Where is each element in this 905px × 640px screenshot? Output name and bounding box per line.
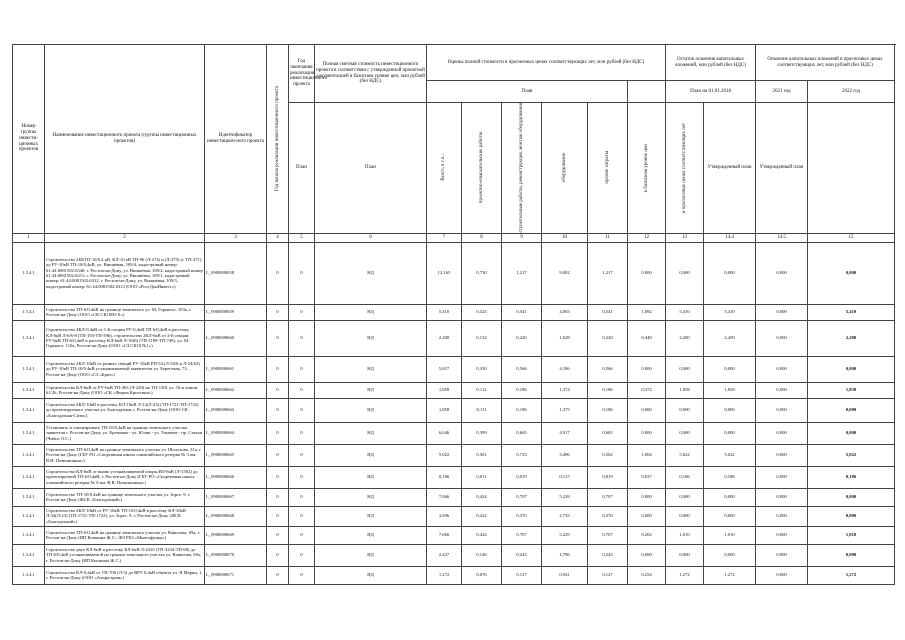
table-row [13, 398, 895, 422]
row-equipment: 4,917 [542, 422, 588, 444]
row-smr: 0,566 [502, 356, 542, 382]
row-pir: 0,076 [462, 566, 502, 584]
row-remaining-forecast: 0,000 [666, 356, 704, 382]
row-number: 1.3.4.1 [13, 544, 45, 566]
row-plan-2022: 0,000 [756, 488, 808, 506]
row-end-year: 0 [289, 356, 315, 382]
table-row [13, 544, 895, 566]
row-plan-total: 5,410 [808, 304, 895, 320]
row-smr: 0,220 [502, 320, 542, 356]
row-other: 0,707 [588, 488, 628, 506]
row-start-year: 0 [267, 382, 289, 398]
row-other: 0,665 [588, 422, 628, 444]
row-remaining-base: 0,037 [628, 466, 666, 488]
row-estimate: НД [315, 356, 427, 382]
row-project-name: Строительство КЛ-6кВ от вновь устанавливаемой опоры ВЛ-6кВ (Л-1502) до проектируемой ТП-6/0,4кВ, г. Ростов-на-Дону (ГБУ РО «Спортивная школа олимпийского резерва № 8 им. В.В. Повалишина») [45, 466, 205, 488]
row-other: 0,019 [588, 466, 628, 488]
col-num: 9 [502, 233, 542, 242]
sub-approved-2021: Утвержденный план [704, 103, 756, 234]
row-estimate: НД [315, 320, 427, 356]
row-estimate: НД [315, 544, 427, 566]
row-equipment: 9,002 [542, 242, 588, 304]
row-remaining-forecast: 2,200 [666, 320, 704, 356]
col-num: 10 [542, 233, 588, 242]
row-pir: 0,730 [462, 242, 502, 304]
row-end-year: 0 [289, 444, 315, 466]
row-other: 0,220 [588, 320, 628, 356]
row-other: 0,186 [588, 398, 628, 422]
sub-smr: строительные работы, реконструкция, монтаж оборудования [502, 103, 542, 234]
row-plan-2022: 0,000 [756, 422, 808, 444]
row-other: 0,370 [588, 506, 628, 526]
row-other: 0,502 [588, 444, 628, 466]
row-estimate: НД [315, 382, 427, 398]
row-total: 5,022 [427, 444, 462, 466]
row-number: 1.3.4.1 [13, 488, 45, 506]
col-plan: План [427, 81, 628, 103]
row-project-id: L_0900000666 [205, 466, 267, 488]
row-equipment: 1,374 [542, 382, 588, 398]
row-start-year: 0 [267, 488, 289, 506]
row-pir: 0,399 [462, 422, 502, 444]
row-number: 1.3.4.1 [13, 444, 45, 466]
row-estimate: НД [315, 566, 427, 584]
sub-other: прочие затраты [588, 103, 628, 234]
row-remaining-forecast: 5,410 [666, 304, 704, 320]
table-row [13, 304, 895, 320]
row-project-id: L_0900000662 [205, 382, 267, 398]
col-project-id: Идентификатор инвестицион-ного проекта [205, 45, 267, 234]
col-2022: 2022 год [808, 81, 895, 103]
row-plan-total: 1,272 [808, 566, 895, 584]
row-plan-2021: 1,010 [704, 526, 756, 544]
row-remaining-forecast: 1,010 [666, 526, 704, 544]
row-project-name: Строительство 4КЛ-10кВ в рассечку КЛ-10кВ Л-14(Л-23) (ТП-1721-ТП-1722) до проектируемого участка ул. Благодатная, г. Ростов-на-Дону (ООО СК «Благодатная-Сити») [45, 398, 205, 422]
row-total: 2,200 [427, 320, 462, 356]
row-smr: 1,217 [502, 242, 542, 304]
row-estimate: НД [315, 398, 427, 422]
table-row [13, 506, 895, 526]
row-remaining-forecast: 1,858 [666, 382, 704, 398]
row-start-year: 0 [267, 356, 289, 382]
table-row [13, 488, 895, 506]
row-plan-2022: 0,000 [756, 444, 808, 466]
col-end-plan: План [289, 103, 315, 234]
row-start-year: 0 [267, 398, 289, 422]
table-row [13, 466, 895, 488]
sub-approved-2022: Утвержденный план [756, 103, 808, 234]
row-number: 1.3.4.1 [13, 526, 45, 544]
row-project-id: L_0900000659 [205, 304, 267, 320]
row-plan-2022: 0,000 [756, 466, 808, 488]
row-plan-2021: 1,272 [704, 566, 756, 584]
row-plan-2021: 0,000 [704, 356, 756, 382]
row-project-id: L_0900000665 [205, 444, 267, 466]
row-end-year: 0 [289, 304, 315, 320]
row-start-year: 0 [267, 544, 289, 566]
row-project-name: Установить и смонтировать ТП-10/0,4кВ на границе земельного участка заявителя г. Ростов-на-Дону, ул. Еременко - ул. Юлия - ул. Тимчева - пр. Стачки (Чибис О.С.) [45, 422, 205, 444]
row-remaining-base: 0,254 [628, 566, 666, 584]
row-plan-2021: 0,000 [704, 544, 756, 566]
row-remaining-base: 0,000 [628, 398, 666, 422]
row-equipment: 2,735 [542, 506, 588, 526]
row-project-id: L_0900000670 [205, 544, 267, 566]
col-start-year: Год начала реализации инвестиционного проекта [267, 45, 289, 234]
row-plan-total: 0,000 [808, 422, 895, 444]
row-end-year: 0 [289, 526, 315, 544]
row-plan-2021: 0,000 [704, 488, 756, 506]
row-smr: 0,127 [502, 566, 542, 584]
row-other: 0,186 [588, 382, 628, 398]
row-plan-2022: 0,000 [756, 544, 808, 566]
table-row [13, 422, 895, 444]
row-equipment: 3,496 [542, 444, 588, 466]
row-total: 7,066 [427, 526, 462, 544]
row-plan-total: 2,200 [808, 320, 895, 356]
col-num: 6 [315, 233, 427, 242]
row-remaining-forecast: 1,272 [666, 566, 704, 584]
row-number: 1.3.4.1 [13, 382, 45, 398]
investment-table [12, 44, 895, 585]
row-smr: 0,186 [502, 398, 542, 422]
row-total: 7,066 [427, 488, 462, 506]
col-num: 7 [427, 233, 462, 242]
row-number: 1.3.4.1 [13, 242, 45, 304]
row-remaining-base: 0,000 [628, 544, 666, 566]
row-remaining-base: 0,000 [628, 488, 666, 506]
row-other: 0,566 [588, 356, 628, 382]
row-project-name: Строительство 2БКТП-10/0,4 кВ, КЛ-10 кВ ТП-96 (Л-274) и (Л-279) (с ТП-271), до РУ-10кВ ТП-10/0,4кВ, ул. Вишнёвая, 109/4, кадастровый номер: 61:44:0081502:6340; г. Ростов-на-Дону, ул. Вишнёвая, 109/2, кадастровый номер 61:44:0081502:6311; г. Ростов-на-Дону, ул. Вишнёвая, 109/1, кадастровый номер: 61:44:0081502:6312, г. Ростов-на-Дону, ул. Вишнёвая, 109/3, кадастровый номер: 61:44:0081502:6313 (ООО «РостДонИнвест») [45, 242, 205, 304]
row-smr: 0,243 [502, 544, 542, 566]
table-row [13, 382, 895, 398]
col-investment: Освоение капитальных вложений в прогнозных ценах соответствующих лет, млн рублей (без НДС) [756, 45, 895, 81]
row-end-year: 0 [289, 398, 315, 422]
row-plan-total: 5,022 [808, 444, 895, 466]
row-smr: 0,707 [502, 526, 542, 544]
row-number: 1.3.4.1 [13, 466, 45, 488]
row-start-year: 0 [267, 466, 289, 488]
row-other: 0,541 [588, 304, 628, 320]
row-plan-2022: 0,000 [756, 566, 808, 584]
row-remaining-base: 0,372 [628, 382, 666, 398]
col-estimate-plan: План [315, 103, 427, 234]
row-total: 3,696 [427, 506, 462, 526]
row-project-name: Строительство 2КЛ-10кВ от разных секций РУ-10кВ РП-54 (Л-54/6 и Л-54/62) до РУ-10кВ ТП-10/0,4кВ устанавливаемой заявителем ул. Береговая, 73, Ростов-на-Дону (ООО «СЗ «Бриз») [45, 356, 205, 382]
table-body [13, 242, 895, 584]
row-total: 0,186 [427, 466, 462, 488]
row-start-year: 0 [267, 422, 289, 444]
row-equipment: 1,796 [542, 544, 588, 566]
sub-base: в базисном уровне цен [628, 103, 666, 234]
col-full-cost: Оценка полной стоимости в прогнозных ценах соответствующих лет, млн рублей (без НДС) [427, 45, 666, 81]
col-num: 4 [267, 233, 289, 242]
row-estimate: НД [315, 506, 427, 526]
row-total: 6,646 [427, 422, 462, 444]
row-pir: 0,112 [462, 382, 502, 398]
row-end-year: 0 [289, 242, 315, 304]
table-row [13, 566, 895, 584]
row-end-year: 0 [289, 320, 315, 356]
row-plan-2022: 0,000 [756, 398, 808, 422]
row-project-id: L_0900000664 [205, 422, 267, 444]
row-remaining-forecast: 0,000 [666, 242, 704, 304]
row-remaining-forecast: 0,000 [666, 544, 704, 566]
row-estimate: НД [315, 304, 427, 320]
col-num: 8 [462, 233, 502, 242]
row-plan-2021: 0,000 [704, 242, 756, 304]
row-plan-2022: 0,000 [756, 506, 808, 526]
row-end-year: 0 [289, 466, 315, 488]
col-num: 15 [808, 233, 895, 242]
row-number: 1.3.4.1 [13, 356, 45, 382]
row-total: 2,427 [427, 544, 462, 566]
col-num: 14.5 [756, 233, 808, 242]
row-equipment: 1,375 [542, 398, 588, 422]
row-plan-2021: 0,000 [704, 506, 756, 526]
row-smr: 0,019 [502, 466, 542, 488]
row-project-id: L_0900000661 [205, 356, 267, 382]
table-row [13, 444, 895, 466]
row-number: 1.3.4.1 [13, 506, 45, 526]
row-project-name: Строительство КЛ-0,4кВ от ТП-706 (Л-3) до ВРУ 0,4кВ объекта ул. Я Марин, 1, г. Ростов-на-Дону (ООО «Альфа-кран») [45, 566, 205, 584]
col-num: 11 [588, 233, 628, 242]
row-end-year: 0 [289, 544, 315, 566]
row-remaining-forecast: 0,000 [666, 488, 704, 506]
row-plan-2022: 0,000 [756, 242, 808, 304]
row-plan-total: 0,000 [808, 356, 895, 382]
row-equipment: 0,137 [542, 466, 588, 488]
row-number: 1.3.4.1 [13, 566, 45, 584]
row-plan-total: 1,010 [808, 526, 895, 544]
row-other: 0,707 [588, 526, 628, 544]
row-remaining-base: 0,000 [628, 506, 666, 526]
col-blank [628, 81, 666, 103]
row-pir: 0,301 [462, 444, 502, 466]
row-smr: 0,186 [502, 382, 542, 398]
row-project-name: Строительство КЛ-6кВ от РУ-6кВ ТП-463 (Л-220) на ТП-1301 ул. 16-я линия, 61/26, Ростов-на-Дону (ООО «СК «Фирма Кристина») [45, 382, 205, 398]
row-remaining-forecast: 0,186 [666, 466, 704, 488]
col-num: 5 [289, 233, 315, 242]
row-other: 0,127 [588, 566, 628, 584]
row-project-id: L_0900000668 [205, 506, 267, 526]
row-total: 5,657 [427, 356, 462, 382]
row-plan-total: 0,000 [808, 242, 895, 304]
row-plan-total: 0,000 [808, 398, 895, 422]
row-total: 1,272 [427, 566, 462, 584]
row-remaining-base: 0,202 [628, 526, 666, 544]
row-start-year: 0 [267, 526, 289, 544]
document-page [12, 44, 894, 585]
row-project-name: Строительство ТП-6/0,4кВ на границе земельного участка ул. Шолохова, 31а, г. Ростов-на-Дону (ГБУ РО «Спортивная школа олимпийского резерва № 3 им. В.Н. Повалишина») [45, 444, 205, 466]
row-plan-2021: 2,200 [704, 320, 756, 356]
row-estimate: НД [315, 444, 427, 466]
row-project-name: Строительство ТП-6/0,4кВ на границе земельного участка ул. Вавилова, 69а, г. Ростов-на-Дону (ИП Кошкина Ж.С.; ФЛ РХЗ «Многофункц») [45, 526, 205, 544]
row-smr: 0,370 [502, 506, 542, 526]
row-smr: 0,665 [502, 422, 542, 444]
row-project-name: Строительство 4КЛ-0,4кВ от 1-й секции РУ-0,4кВ ТП 6/0,4кВ в рассечку КЛ-6кВ Л-6/6-8 (ТП-193-ТП-596), строительство 2КЛ-6кВ от 2-й секции РУ-6кВ ТП-6/0,4кВ в рассечку КЛ-6кВ Л-16(6) (ТП-1189-ТП-749), ул. М. Горького, 110а, Ростов-на-Дону (ООО «СЗ СК10 №1») [45, 320, 205, 356]
row-remaining-forecast: 5,022 [666, 444, 704, 466]
row-project-id: L_0900000658 [205, 242, 267, 304]
row-equipment: 0,941 [542, 566, 588, 584]
row-end-year: 0 [289, 488, 315, 506]
row-total: 12,165 [427, 242, 462, 304]
col-num: 13 [666, 233, 704, 242]
row-end-year: 0 [289, 382, 315, 398]
row-total: 5,410 [427, 304, 462, 320]
table-row [13, 320, 895, 356]
row-smr: 0,723 [502, 444, 542, 466]
col-estimate: Полная сметная стоимость инвестиционного проекта в соответствии с утвержденной проектной документацией в базисном уровне цен, млн рублей (без НДС) [315, 45, 427, 103]
row-project-id: L_0900000667 [205, 488, 267, 506]
row-equipment: 5,229 [542, 488, 588, 506]
col-remaining: Остаток освоения капитальных вложений, млн рублей (без НДС) [666, 45, 756, 81]
row-plan-2022: 0,000 [756, 356, 808, 382]
row-estimate: НД [315, 488, 427, 506]
row-end-year: 0 [289, 506, 315, 526]
col-plan-date: План на 01.01.2018 [666, 81, 756, 103]
row-start-year: 0 [267, 444, 289, 466]
row-start-year: 0 [267, 566, 289, 584]
sub-forecast: в прогнозных ценах соответствующих лет [666, 103, 704, 234]
row-plan-total: 0,186 [808, 466, 895, 488]
col-num: 3 [205, 233, 267, 242]
row-project-id: L_0900000669 [205, 526, 267, 544]
row-other: 0,243 [588, 544, 628, 566]
sub-total: Всего, в т.ч.: [427, 103, 462, 234]
row-remaining-forecast: 0,000 [666, 506, 704, 526]
row-project-name: Строительство 4КЛ-10кВ от РУ-10кВ ТП-10/0,4кВ в рассечку КЛ-10кВ Л-34(Л-23) (ТП-1721-ТП-1722), ул. Зорге, 9, г. Ростов-на-Дону (ЖСК «Благодатный») [45, 506, 205, 526]
row-start-year: 0 [267, 242, 289, 304]
row-estimate: НД [315, 526, 427, 544]
row-plan-2021: 5,022 [704, 444, 756, 466]
row-pir: 0,132 [462, 320, 502, 356]
row-pir: 0,339 [462, 356, 502, 382]
row-plan-2021: 1,858 [704, 382, 756, 398]
row-pir: 0,011 [462, 466, 502, 488]
row-project-name: Строительство ТП-6/0,4кВ на границе земельного ул. М. Горького, 103а, г. Ростов-на-Дону (ООО «СК СК1000-Х») [45, 304, 205, 320]
row-remaining-base: 0,000 [628, 422, 666, 444]
row-plan-total: 0,000 [808, 506, 895, 526]
row-plan-2022: 0,000 [756, 526, 808, 544]
row-pir: 0,325 [462, 304, 502, 320]
row-pir: 0,424 [462, 488, 502, 506]
table-row [13, 356, 895, 382]
sub-pir: проектно-изыскательские работы [462, 103, 502, 234]
row-plan-2022: 0,000 [756, 382, 808, 398]
row-pir: 0,146 [462, 544, 502, 566]
row-pir: 0,111 [462, 398, 502, 422]
row-pir: 0,222 [462, 506, 502, 526]
table-row [13, 526, 895, 544]
col-num: 14.4 [704, 233, 756, 242]
col-group-number: Номер группы инвести-ционных проектов [13, 45, 45, 234]
row-equipment: 5,229 [542, 526, 588, 544]
row-project-id: L_0900000660 [205, 320, 267, 356]
row-number: 1.3.4.1 [13, 398, 45, 422]
row-number: 1.3.4.1 [13, 422, 45, 444]
row-total: 1,858 [427, 398, 462, 422]
row-plan-total: 0,000 [808, 488, 895, 506]
col-2021: 2021 год [756, 81, 808, 103]
row-number: 1.3.4.1 [13, 320, 45, 356]
table-row [13, 242, 895, 304]
row-project-id: L_0900000663 [205, 398, 267, 422]
row-project-id: L_0900000671 [205, 566, 267, 584]
row-remaining-forecast: 0,000 [666, 398, 704, 422]
row-equipment: 4,186 [542, 356, 588, 382]
row-end-year: 0 [289, 422, 315, 444]
col-num: 1 [13, 233, 45, 242]
row-project-name: Строительство ТП-10/0,4кВ на границе земельного участка ул. Зорге, 9, г. Ростов-на-Дону (ЖСК «Благодатный») [45, 488, 205, 506]
row-other: 1,217 [588, 242, 628, 304]
row-project-name: Строительство двух КЛ-6кВ в рассечку КЛ-6кВ Л-2410 (ТП-3234-ТП-68) до ТП-6/0,4кВ устанавливаемой на границе земельного участка ул. Вавилова, 69а, г. Ростов-на-Дону (ИП Кошкина Ж.С.) [45, 544, 205, 566]
row-plan-2021: 0,000 [704, 398, 756, 422]
row-remaining-base: 1,082 [628, 304, 666, 320]
row-remaining-base: 1,004 [628, 444, 666, 466]
row-estimate: НД [315, 242, 427, 304]
row-estimate: НД [315, 422, 427, 444]
col-end-year: Год окончания реализации инвестиционного проекта [289, 45, 315, 103]
row-smr: 0,707 [502, 488, 542, 506]
row-remaining-base: 0,440 [628, 320, 666, 356]
row-estimate: НД [315, 466, 427, 488]
row-start-year: 0 [267, 320, 289, 356]
col-num: 12 [628, 233, 666, 242]
row-plan-2022: 0,000 [756, 304, 808, 320]
row-remaining-base: 0,000 [628, 356, 666, 382]
row-remaining-base: 0,000 [628, 242, 666, 304]
row-end-year: 0 [289, 566, 315, 584]
row-start-year: 0 [267, 506, 289, 526]
row-number: 1.3.4.1 [13, 304, 45, 320]
col-num: 2 [45, 233, 205, 242]
row-remaining-forecast: 0,000 [666, 422, 704, 444]
row-pir: 0,424 [462, 526, 502, 544]
row-plan-2021: 5,410 [704, 304, 756, 320]
row-equipment: 4,003 [542, 304, 588, 320]
row-total: 1,858 [427, 382, 462, 398]
row-plan-2021: 0,000 [704, 422, 756, 444]
row-smr: 0,541 [502, 304, 542, 320]
row-plan-total: 1,858 [808, 382, 895, 398]
column-numbers-row [13, 233, 895, 242]
sub-equipment: оборудование [542, 103, 588, 234]
row-plan-2022: 0,000 [756, 320, 808, 356]
row-start-year: 0 [267, 304, 289, 320]
row-plan-total: 0,000 [808, 544, 895, 566]
col-project-name: Наименование инвестиционного проекта (группы инвестиционных проектов) [45, 45, 205, 234]
row-plan-2021: 0,186 [704, 466, 756, 488]
row-equipment: 1,628 [542, 320, 588, 356]
